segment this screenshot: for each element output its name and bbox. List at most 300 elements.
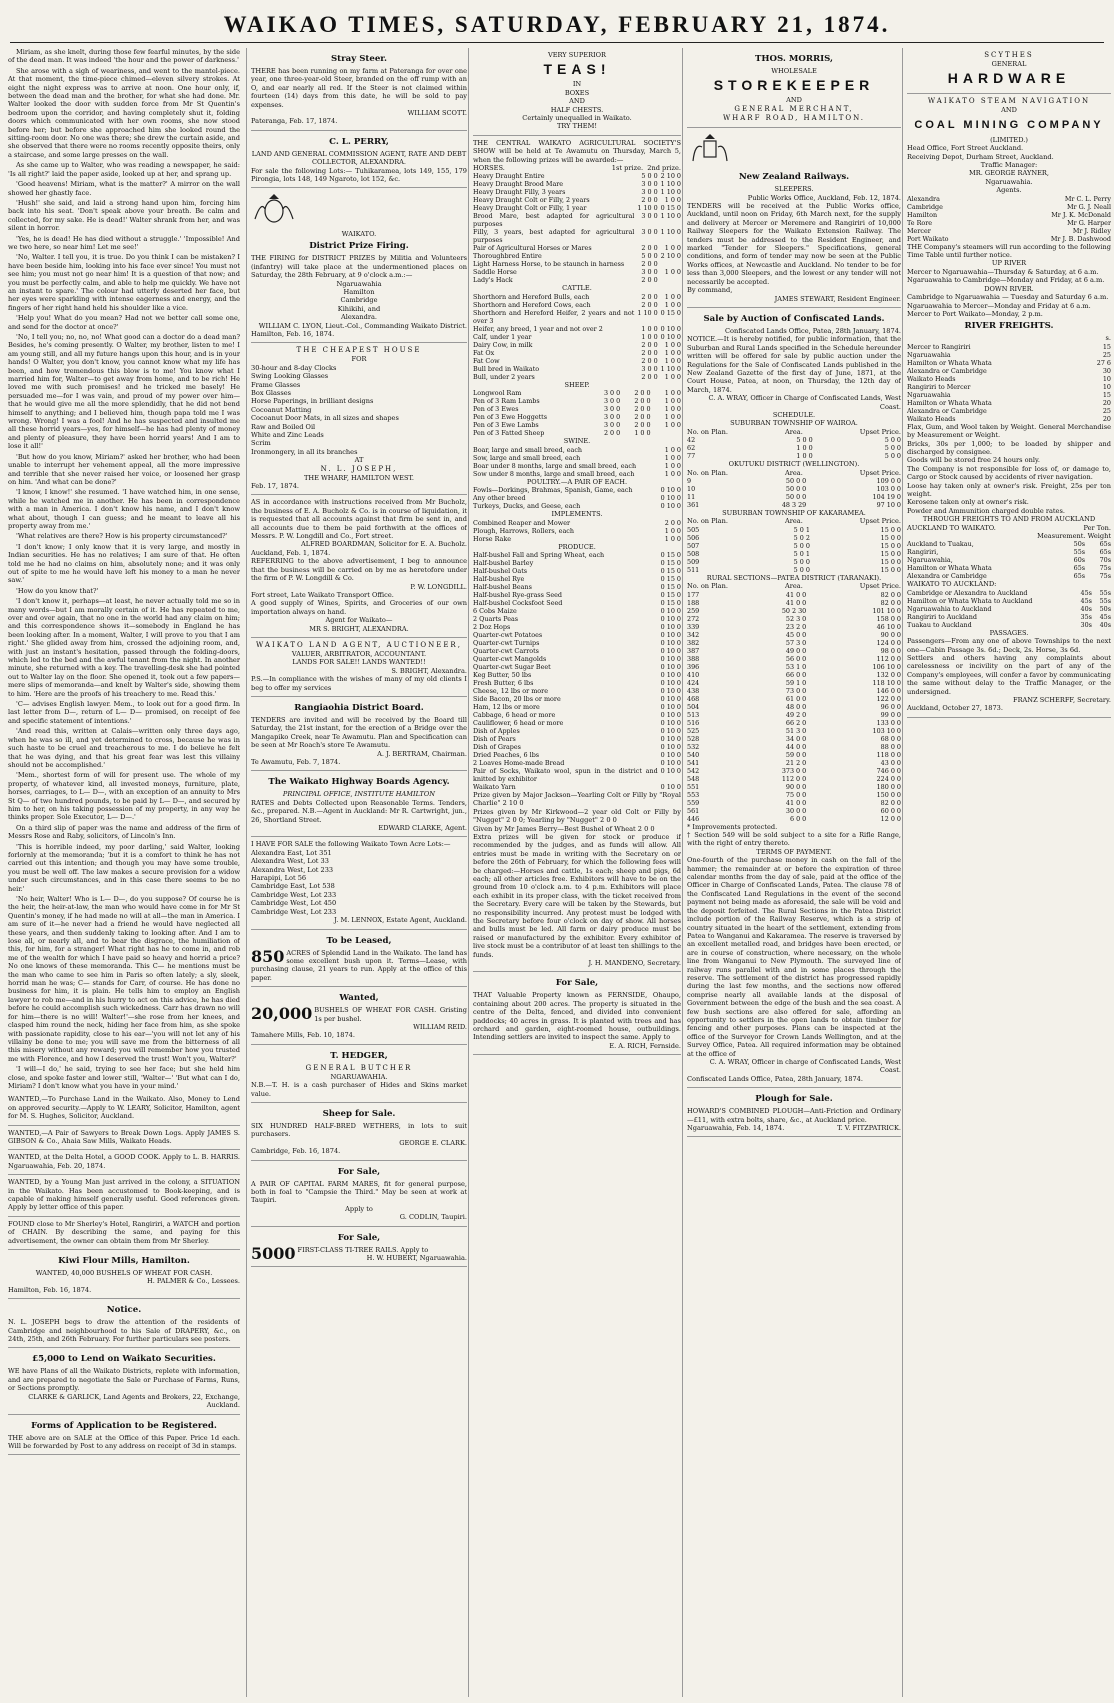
cheapest-item: Raw and Boiled Oil [251,422,316,431]
schedule-header [687,469,901,477]
up-river-label: UP RIVER [991,259,1027,268]
poultry-row [473,494,681,502]
produce-row [473,663,681,671]
freight-row-cell: Mercer to Rangiriri [907,342,971,351]
royal-crest-icon [251,193,297,225]
freight-row-cell: 15 [1102,342,1111,351]
agent-row-cell: Mr C. L. Perry [1064,194,1111,203]
schedule-cell: 56 0 0 [785,654,807,663]
show-extra-prizes [473,791,681,833]
schedule-cell: 118 0 0 [876,750,901,759]
schedule-col-area: Area. [784,468,803,477]
schedule-cell: 505 [687,525,700,534]
schedule-cell: 68 0 0 [880,734,901,743]
horse-row-cell: Lady's Hack [473,276,513,285]
horse-row [473,228,681,244]
story-paragraph: 'This is horrible indeed, my poor darling,' said Walter, looking forlornly at the memoranda; 'but it is a comfort to think he has not carried out this intention; and though you may have some trouble, you must be well off. The law makes a secure provision for a widow under such circumstances, and in this case there seems to be no heir.' [8,842,240,893]
produce-row-cell: Fresh Butter, 6 lbs [473,678,534,687]
schedule-cell: 50 0 0 [785,477,807,485]
show-rules: Extra prizes will be given for stock or produce if recommended by the judges, and as funds will allow. All entries must be made in writing with the Secretary on or before the 26th of February, for which the following fees will be charged:—Horses and cattle, 1s each; sheep and pigs, 6d each; all other articles free. Exhibitors will have to be on the ground from 10 o'clock a.m. to 4 p.m. Exhibitors will place each exhibit in its proper class, with the ticket received from the Secretary. Every care will be taken by the Stewards, but no responsibility incurred. Any protest must be lodged with the Secretary before four o'clock on day of show. All horses and bulls must be led. All farm or dairy produce must be raised or manufactured by the exhibitor. Every exhibitor of live stock must be a contributor of at least ten shillings to the funds. [473,832,681,959]
schedule-cell: 553 [687,790,700,799]
cattle-row [473,341,681,349]
horse-row [473,204,681,212]
produce-row [473,727,681,735]
schedule-cell: 15 0 0 [880,533,901,542]
stray-title: Stray Steer. [330,54,388,64]
cattle-row-cell: Heifer, any breed, 1 year and not over 2 [473,324,603,333]
through-head-3: Measurement. Weight [1037,532,1111,540]
plough-date: Ngaruawahia, Feb. 14, 1874. [687,1124,785,1133]
serial-story [8,48,240,1090]
schedule-cell: 12 0 0 [880,814,901,823]
cheapest-item: Horse Paperings, in brilliant designs [251,397,374,406]
through-from-row-cell: Ngaruawahia to Auckland [907,604,992,613]
leased-title: To be Leased, [326,935,392,946]
schedule-row [687,444,901,452]
horse-row [473,252,681,260]
through-to-row-cell: 65s [1099,548,1111,557]
freight-row [907,415,1111,423]
through-to-row-cell: 65s [1099,540,1111,549]
down-river-item: Mercer to Port Waikato—Monday, 2 p.m. [907,309,1043,318]
mares-ad [251,1161,467,1227]
horse-row-cell: 2 0 0 [641,260,658,269]
cattle-row-cell: Bull bred in Waikato [473,364,540,373]
perry-sale: For sale the following Lots:— Tuhikaramea, lots 149, 155, 179 Pirongia, lots 148, 149 Ngaroto, lot 152, &c. [251,166,467,184]
schedule-header [687,428,901,436]
prize-head-1: 1st prize. [611,164,644,173]
cattle-row [473,333,681,341]
horse-row-cell: 3 0 0 [641,180,658,189]
through-heading [907,524,1111,532]
produce-row-cell: 0 10 0 [660,702,681,711]
schedule-cell: 272 [687,614,700,623]
produce-row [473,615,681,623]
stray-signature: WILLIAM SCOTT. [407,109,467,118]
highway-agency-ad [251,771,467,837]
produce-row [473,735,681,743]
teas-top: VERY SUPERIOR [547,51,607,59]
land-agent-ps: P.S.—In compliance with the wishes of many of my old clients I beg to offer my services [251,675,467,692]
produce-row [473,719,681,727]
schedule-cell: 180 0 0 [876,782,901,791]
notice-title: Notice. [106,1305,142,1316]
schedule-row [687,477,901,485]
freight-note: Flax, Gum, and Wool taken by Weight. General Merchandise by Measurement or Weight. [907,422,1111,440]
sheep-row [473,405,681,413]
schedule-cell: 45 0 0 [785,630,807,639]
implement-row-cell: Plough, Harrows, Rollers, each [473,526,574,535]
horse-row-cell: 1 0 0 [664,268,681,277]
leased-ad [251,930,467,988]
sheep-row-cell: 2 0 0 [634,421,651,430]
produce-row-cell: 0 10 0 [660,654,681,663]
produce-row [473,583,681,591]
notice-text: N. L. JOSEPH begs to draw the attention of the residents of Cambridge and neighbourhood to his Sale of DRAPERY, &c., on 24th, 25th, and 26th February. For further particulars see posters. [8,1318,240,1344]
horse-row-cell: 1 10 0 [660,180,681,189]
cheapest-item: Frame Glasses [251,380,301,389]
schedule-cell: 34 0 0 [785,734,807,743]
schedule-note-1: * Improvements protected. [687,822,778,831]
schedule-cell: 118 10 0 [872,678,901,687]
agent-row-cell: Port Waikato [907,234,949,243]
schedule-cell: 73 0 0 [785,686,807,695]
freight-note: Goods will be stored free 24 hours only. [907,456,1040,465]
produce-row-cell: 0 10 0 [660,630,681,639]
sheep-row-cell: 1 0 0 [664,413,681,422]
schedule-cell: 5 0 0 [796,436,813,445]
schedule-table [687,477,901,509]
steam-navigation-ad [907,94,1111,717]
column-1 [8,48,240,1697]
railways-title: New Zealand Railways. [738,172,850,183]
schedule-cell: 41 0 0 [785,798,807,807]
schedule-row [687,623,901,631]
swine-row [473,462,681,470]
longdill-tail: Fort street, Late Waikato Transport Office. [251,590,394,599]
schedule-row [687,751,901,759]
horse-row [473,268,681,276]
lennox-lots [251,849,467,916]
poultry-label: POULTRY.—A PAIR OF EACH. [526,477,628,486]
rails-title: For Sale, [337,1232,381,1243]
schedule-cell: 15 0 0 [880,525,901,534]
horse-row-cell: Pair of Agricultural Horses or Mares [473,244,592,253]
steam-manager-label: Traffic Manager: [980,161,1038,170]
produce-row-cell: 0 10 0 [660,718,681,727]
rangiaohia-text: TENDERS are invited and will be received by the Board till Saturday, the 21st instant, for the erection of a Bridge over the Mangapiko Creek, near Te Awamutu. Plan and Specification can be seen at Mr Roach's store Te Awamutu. [251,715,467,750]
sheep-row-cell: 2 0 0 [634,389,651,398]
freight-row-cell: Alexandra or Cambridge [907,406,987,415]
horse-row-cell: Brood Mare, best adapted for agricultural purposes [473,212,635,229]
produce-row-cell: 0 10 0 [660,662,681,671]
produce-row-cell: Half-bushel Oats [473,566,528,575]
schedule-row [687,663,901,671]
produce-row [473,679,681,687]
freight-row-cell: Waikato Heads [907,374,956,383]
schedule-cell: 1 0 0 [796,452,813,461]
leased-number: 850 [251,946,285,966]
freights-title: RIVER FREIGHTS. [964,321,1054,332]
cheapest-name: N. L. JOSEPH, [320,464,398,473]
produce-row-cell: Quarter-cwt Sugar Beet [473,662,551,671]
schedule-cell: 559 [687,798,700,807]
schedule-cell: 532 [687,742,700,751]
cattle-row-cell: 1 10 0 [637,308,658,317]
produce-row-cell: 0 10 0 [660,670,681,679]
produce-row-cell: 0 10 0 [660,694,681,703]
produce-row [473,623,681,631]
schedule-cell: 109 0 0 [876,477,901,485]
poultry-row [473,486,681,494]
schedule-cell: 10 [687,485,696,493]
wanted-signature: WILLIAM REID. [413,1022,467,1031]
schedule-cell: 133 0 0 [876,718,901,727]
extra-prize: Prize given by Major Jackson—Yearling Colt or Filly by "Royal Charlie" 2 10 0 [473,790,681,808]
freight-row-cell: Rangiriri to Mercer [907,382,971,391]
produce-row-cell: 0 10 0 [660,766,681,775]
through-to-row-cell: Alexandra or Cambridge [907,572,987,581]
teas-try: TRY THEM! [557,122,597,131]
lennox-lot: Cambridge West, Lot 233 [251,907,337,916]
produce-row-cell: Half-bushel Fall and Spring Wheat, each [473,550,605,559]
produce-row-cell: 2 Doz Hops [473,622,511,631]
schedule-cell: 410 [687,670,700,679]
through-from-row-cell: Tuakau to Auckland [907,620,972,629]
schedule-row [687,599,901,607]
produce-row-cell: Quarter-cwt Turnips [473,638,540,647]
schedule-cell: 9 [687,477,692,485]
schedule-cell: 82 0 0 [880,798,901,807]
sheep-row-cell: Pen of 3 Ewe Lambs [473,421,539,430]
schedule-col-no: No. on Plan. [687,517,728,526]
highway-sub: PRINCIPAL OFFICE, INSTITUTE HAMILTON [282,790,436,799]
horse-row [473,172,681,180]
horse-row [473,244,681,252]
cattle-row-cell: 1 0 0 [664,300,681,309]
produce-row [473,639,681,647]
sheep-date: Cambridge, Feb. 16, 1874. [251,1147,341,1156]
sheep-row [473,429,681,437]
horse-row-cell: Light Harness Horse, to be staunch in harness [473,260,625,269]
schedule-cell: 746 0 0 [876,766,901,775]
schedule-cell: 259 [687,606,700,615]
rangiaohia-signature: A. J. BERTRAM, Chairman. [377,749,467,758]
produce-row-cell: 0 15 0 [660,574,681,583]
sheep-row [473,421,681,429]
horse-row-cell: 1 10 0 [637,204,658,213]
schedule-row [687,671,901,679]
produce-row-cell: Half-bushel Cocksfoot Seed [473,598,563,607]
freight-row [907,343,1111,351]
classified-ad: WANTED, by a Young Man just arrived in the colony, a SITUATION in the Waikato. Has been accustomed to Book-keeping, and is capable of making himself generally useful. Good references given. Apply by letter office of this paper. [8,1175,240,1217]
cattle-row-cell: 0 10 0 [660,332,681,341]
masthead: WAIKAO TIMES, SATURDAY, FEBRUARY 21, 1874. [10,12,1104,43]
plough-signature: T. V. FITZPATRICK. [837,1124,901,1133]
teas-line: AND [569,97,585,106]
through-from-row-cell: 30s [1080,620,1092,629]
implements-table [473,519,681,543]
cattle-row-cell: Bull, under 2 years [473,372,535,381]
freight-row-cell: Waikato Heads [907,414,956,423]
produce-row-cell: Dish of Pears [473,734,516,743]
classified-ad: WANTED,—A Pair of Sawyers to Break Down Logs. Apply JAMES S. GIBSON & Co., Ahaia Saw Mills, Waikato Heads. [8,1126,240,1151]
kiwi-date: Hamilton, Feb. 16, 1874. [8,1285,92,1294]
column-2 [246,48,467,1697]
schedule-cell: 15 0 0 [880,565,901,574]
implement-row [473,527,681,535]
freight-row [907,399,1111,407]
story-paragraph: On a third slip of paper was the name and address of the firm of Messrs Rose and Raby, solicitors, of Lincoln's Inn. [8,823,240,841]
through-from-row-cell: 55s [1099,588,1111,597]
lennox-lot: Harapipi, Lot 56 [251,874,307,883]
wanted-wheat-ad [251,987,467,1045]
stray-text: THERE has been running on my farm at Pateranga for over one year, one three-year-old Steer, branded on the off rump with an O, and ear nearly all red. If the Steer is not claimed within fourteen (14) days from this date, he will be sold to pay expenses. [251,67,467,109]
sheep-row-cell: 2 0 0 [603,429,621,438]
schedule-cell: 509 [687,557,700,566]
morris-and: AND [786,96,802,105]
schedule-row [687,703,901,711]
sheep-row-cell: Pen of 3 Ewes [473,405,519,414]
hedger-name: T. HEDGER, [330,1050,388,1061]
story-paragraph: 'And read this, written at Calais—written only three days ago, when he was so ill, and yet determined to cross, because he was in such haste to be cruel and treacherous to me. I do believe he felt that he was dying, and that his great fear was lest this villainy should not be accomplished.' [8,727,240,769]
freight-note: Bricks, 30s per 1,000; to be loaded by shipper and discharged by consignee. [907,439,1111,456]
schedule-col-no: No. on Plan. [687,468,728,477]
agent-row-cell: Alexandra [907,194,940,203]
schedule-cell: 396 [687,662,700,671]
freight-notes [907,423,1111,515]
schedule-cell: 75 0 0 [785,790,807,799]
freight-row-cell: Hamilton or Whata Whata [907,398,992,407]
schedule-cell: 511 [687,565,700,574]
supply-text: A good supply of Wines, Spirits, and Groceries of our own importation always on hand. [251,599,467,616]
produce-row-cell: 0 10 0 [660,710,681,719]
sheep-row-cell: 1 0 0 [664,397,681,406]
cheapest-item: Cocoanut Door Mats, in all sizes and shapes [251,414,399,423]
story-paragraph: 'How do you know that?' [16,586,99,595]
produce-row-cell: 0 10 0 [660,734,681,743]
rangiaohia-date: Te Awamutu, Feb. 7, 1874. [251,758,341,766]
freight-row [907,351,1111,359]
produce-row-cell: 0 10 0 [660,614,681,623]
schedule-cell: 504 [687,702,700,711]
schedule-cell: 77 [687,452,696,461]
schedule-row [687,687,901,695]
agent-row-cell: Mr G. J. Neall [1067,202,1111,211]
schedule-col-area: Area. [784,582,803,591]
cattle-row-cell: 2 0 0 [641,292,658,301]
kiwi-signature: H. PALMER & Co., Lessees. [146,1277,240,1286]
schedule-col-area: Area. [784,517,803,526]
schedule-cell: 15 0 0 [880,557,901,566]
freight-row-cell: 10 [1102,382,1111,391]
land-agent-title: WAIKATO LAND AGENT, AUCTIONEER, [256,640,462,649]
implement-row-cell: 1 0 0 [664,534,681,543]
hedger-text: N.B.—T. H. is a cash purchaser of Hides and Skins market value. [251,1081,467,1098]
schedule-cell: 6 0 0 [789,814,807,823]
schedule-cell: 528 [687,734,700,743]
plough-title: Plough for Sale. [755,1094,833,1105]
produce-row [473,559,681,567]
agent-row [907,195,1111,203]
kiwi-text: WANTED, 40,000 BUSHELS OF WHEAT FOR CASH. [35,1269,213,1278]
fernside-text: THAT Valuable Property known as FERNSIDE, Ohaupo, containing about 200 acres. The property is situated in the centre of the Delta, fenced, and divided into convenient paddocks; 40 acres in grass. It is planted with trees and has orchard and garden, eight-roomed house, outbuildings. Intending settlers are invited to inspect the same. Apply to [473,991,681,1042]
through-to-table [907,540,1111,580]
freight-row-cell: 30 [1102,366,1111,375]
schedule-table [687,591,901,823]
swine-row-cell: 1 0 0 [664,461,681,470]
produce-row-cell: Quarter-cwt Potatoes [473,630,543,639]
prize-title: District Prize Firing. [309,241,409,252]
conf-office: Confiscated Lands Office, Patea, 28th January, 1874. [725,326,901,335]
schedule-note-2: † Section 549 will be sold subject to a site for a Rifle Range, with the right of entry thereto. [687,831,901,848]
schedule-row [687,615,901,623]
scythes-title: SCYTHES [984,51,1034,59]
through-to-row-cell: Auckland to Tuakau, [907,540,974,549]
horse-row [473,276,681,284]
produce-row-cell: 6 Cobs Maize [473,606,517,615]
through-to-row-cell: Rangiriri, [907,548,939,557]
agent-row-cell: Mr J. Ridley [1072,226,1111,235]
through-from-row-cell: 40s [1099,620,1111,629]
swine-row-cell: Sow, large and small breed, each [473,453,581,462]
schedule-row [687,550,901,558]
story-paragraph: 'Hush!' she said, and laid a strong hand upon him, forcing him back into his seat. 'Don't speak above your breath. Be calm and collected, for my sake. He is dead!' Walter shrank from her, and was silent in horror. [8,198,240,233]
schedule-cell: 177 [687,590,700,599]
produce-row-cell: Quarter-cwt Mangolds [473,654,547,663]
column-4 [682,48,901,1697]
land-agent-ad [251,638,467,697]
conf-text: NOTICE.—It is hereby notified, for public information, that the Suburban and Rural Lands specified in the Schedule hereunder written will be offered for sale by public auction under the Regulations for the Sale of Confiscated Lands published in the New Zealand Gazette of the first day of June, 1871, at the Court House, Patea, at noon, on Thursday, the 12th day of March, 1874. [687,335,901,394]
horse-row-cell [658,276,681,284]
cheapest-item: Box Glasses [251,388,291,397]
teas-lines [473,80,681,114]
freight-row-cell: 25 [1102,406,1111,415]
freight-note: Kerosene taken only at owner's risk. [907,498,1029,507]
highway-signature: EDWARD CLARKE, Agent. [378,824,467,833]
mares-title: For Sale, [337,1166,381,1177]
poultry-table [473,486,681,510]
forms-ad [8,1415,240,1456]
horses-label: HORSES. [473,164,505,173]
lennox-ad [251,837,467,929]
wanted-number: 20,000 [251,1004,313,1024]
cattle-row-cell: Shorthorn and Hereford Heifer, 2 years and not over 3 [473,308,635,325]
swine-row [473,470,681,478]
cheapest-date: Feb. 17, 1874. [251,482,299,491]
prize-place: Ngaruawahia [336,279,382,288]
schedule-col-price: Upset Price. [859,582,901,591]
schedule-row [687,493,901,501]
down-river-item: Cambridge to Ngaruawahia — Tuesday and Saturday 6 a.m. [907,293,1109,302]
loan-ad [8,1348,240,1414]
schedule-cell: 158 0 0 [876,614,901,623]
schedule-col-no: No. on Plan. [687,427,728,436]
schedule-row [687,542,901,550]
schedule-row [687,631,901,639]
freight-row-cell: Alexandra or Cambridge [907,366,987,375]
produce-row-cell: 0 10 0 [660,686,681,695]
horse-row-cell: Heavy Draught Colt or Filly, 1 year [473,204,587,213]
schedule-cell: 101 10 0 [872,606,901,615]
cheapest-for: FOR [351,355,367,364]
column-5 [902,48,1111,1697]
agent-row [907,235,1111,243]
produce-row [473,759,681,767]
schedule-cell: 540 [687,750,700,759]
cheapest-at: AT [354,456,364,465]
story-paragraph: 'I don't know; I only know that it is very large, and mostly in Indian securities. He has no relatives; I am sure of that. He often told me he had no claims on him, absolutely none; and it was only out of spite to me he would have left his money to a man he never saw.' [8,542,240,585]
schedule-cell: 51 3 0 [785,726,807,735]
prize-head-2: 2nd prize. [647,164,681,173]
land-agent-sub: VALUER, ARBITRATOR, ACCOUNTANT. [291,649,427,658]
hedger-ad [251,1045,467,1103]
steam-manager: MR. GEORGE RAYNER, [969,169,1049,178]
morris-title: STOREKEEPER [713,77,875,94]
sheep-title: Sheep for Sale. [322,1108,396,1119]
horse-row [473,196,681,204]
railways-text: TENDERS will be received at the Public Works office, Auckland, until noon on Friday, 6th March next, for the supply and delivery at Mercer or Meremere and Rangiriri of 10,000 Railway Sleepers for the Waikato Extension Railway. The tenders must be addressed to the Resident Engineer, and marked "Tender for Sleepers." Specifications, general conditions, and form of tender may now be seen at the Public Works offices, at Newcastle and Auckland. No tender to be for less than 3,000 Sleepers, and the lowest or any tender will not necessarily be accepted. [687,202,901,286]
down-river-item: Ngaruawahia to Mercer—Monday and Friday at 6 a.m. [907,301,1091,310]
horse-row-cell: 1 10 0 [660,228,681,237]
down-river-label: DOWN RIVER. [984,284,1034,293]
schedule-row [687,591,901,599]
lennox-lot: Cambridge East, Lot 538 [251,882,335,891]
cattle-row-cell: 1 0 0 [664,292,681,301]
horse-row [473,260,681,268]
extra-prize: Given by Mr James Berry—Best Bushel of Wheat 2 0 0 [473,824,655,833]
prize-heading-row [473,164,681,172]
